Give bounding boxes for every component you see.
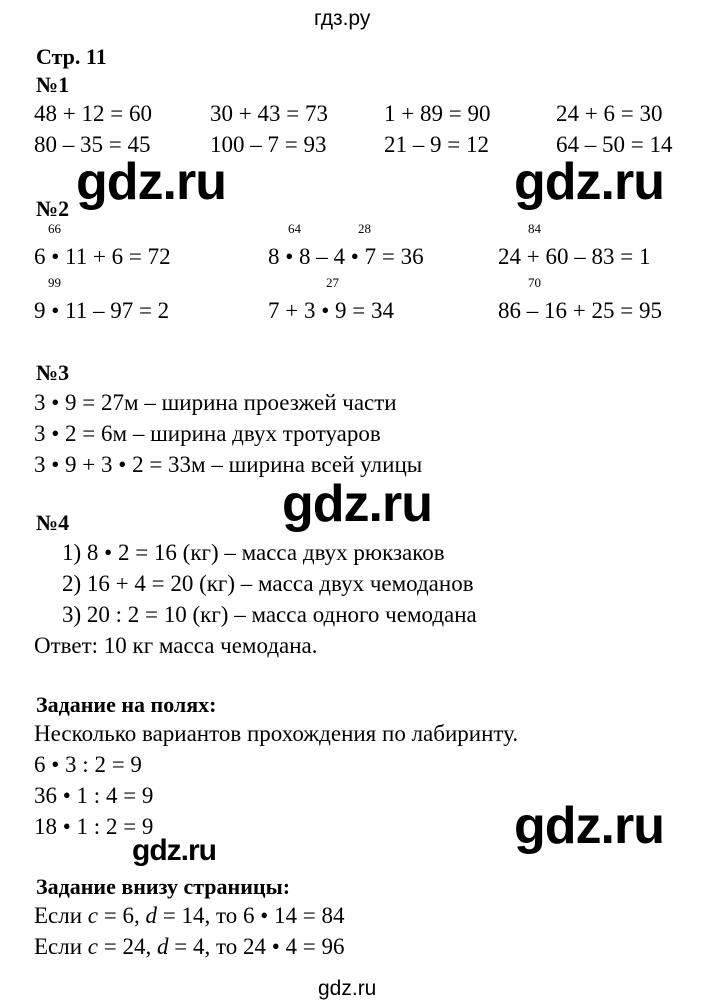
task1-cell: 64 – 50 = 14 [556,132,673,157]
task4-answer: Ответ: 10 кг масса чемодана. [34,633,318,658]
task2-superscript: 84 [528,221,541,236]
margin-task-intro: Несколько вариантов прохождения по лабиринту. [34,721,519,746]
watermark: gdz.ru [132,834,216,867]
bottom-watermark: gdz.ru [318,977,377,1000]
bottom-task-header: Задание внизу страницы: [36,874,291,899]
margin-task-line: 36 • 1 : 4 = 9 [34,783,154,808]
task1-cell: 100 – 7 = 93 [210,132,327,157]
margin-task-header: Задание на полях: [36,692,217,717]
task2-expression: 7 + 3 • 9 = 34 [268,298,394,323]
task2-expression: 9 • 11 – 97 = 2 [34,298,170,323]
watermark: gdz.ru [514,153,664,211]
task3-line: 3 • 9 + 3 • 2 = 33м – ширина всей улицы [34,452,423,477]
task2-superscript: 99 [48,275,61,290]
task2-superscript: 66 [48,221,61,236]
task3-line: 3 • 9 = 27м – ширина проезжей части [34,390,397,415]
watermark: gdz.ru [76,153,226,211]
task3-header: №3 [36,360,70,385]
margin-task-line: 6 • 3 : 2 = 9 [34,752,142,777]
task1-cell: 80 – 35 = 45 [34,132,151,157]
task1-cell: 24 + 6 = 30 [556,101,663,126]
bottom-task-line1: Если c = 6, d = 14, то 6 • 14 = 84 [34,903,345,928]
page-label: Стр. 11 [36,44,107,69]
task4-line: 3) 20 : 2 = 10 (кг) – масса одного чемодана [62,602,477,627]
task1-cell: 48 + 12 = 60 [34,101,152,126]
top-watermark: гдз.ру [314,7,371,30]
task1-cell: 21 – 9 = 12 [384,132,489,157]
task4-header: №4 [36,510,70,535]
task2-expression: 6 • 11 + 6 = 72 [34,244,171,269]
task2-superscript: 27 [326,275,339,290]
bottom-task-line2: Если c = 24, d = 4, то 24 • 4 = 96 [34,934,345,959]
watermark: gdz.ru [282,475,432,533]
task1-cell: 1 + 89 = 90 [384,101,491,126]
task2-superscript: 28 [358,221,371,236]
task1-cell: 30 + 43 = 73 [210,101,328,126]
task4-line: 1) 8 • 2 = 16 (кг) – масса двух рюкзаков [62,540,445,565]
task2-expression: 86 – 16 + 25 = 95 [498,298,662,323]
task4-line: 2) 16 + 4 = 20 (кг) – масса двух чемоданов [62,571,474,596]
margin-task-line: 18 • 1 : 2 = 9 [34,814,154,839]
watermark: gdz.ru [514,797,664,855]
task2-expression: 8 • 8 – 4 • 7 = 36 [268,244,424,269]
task2-expression: 24 + 60 – 83 = 1 [498,244,651,269]
task2-superscript: 70 [528,275,541,290]
task3-line: 3 • 2 = 6м – ширина двух тротуаров [34,421,381,446]
task2-superscript: 64 [288,221,301,236]
task1-header: №1 [36,72,70,97]
task2-header: №2 [36,196,70,221]
